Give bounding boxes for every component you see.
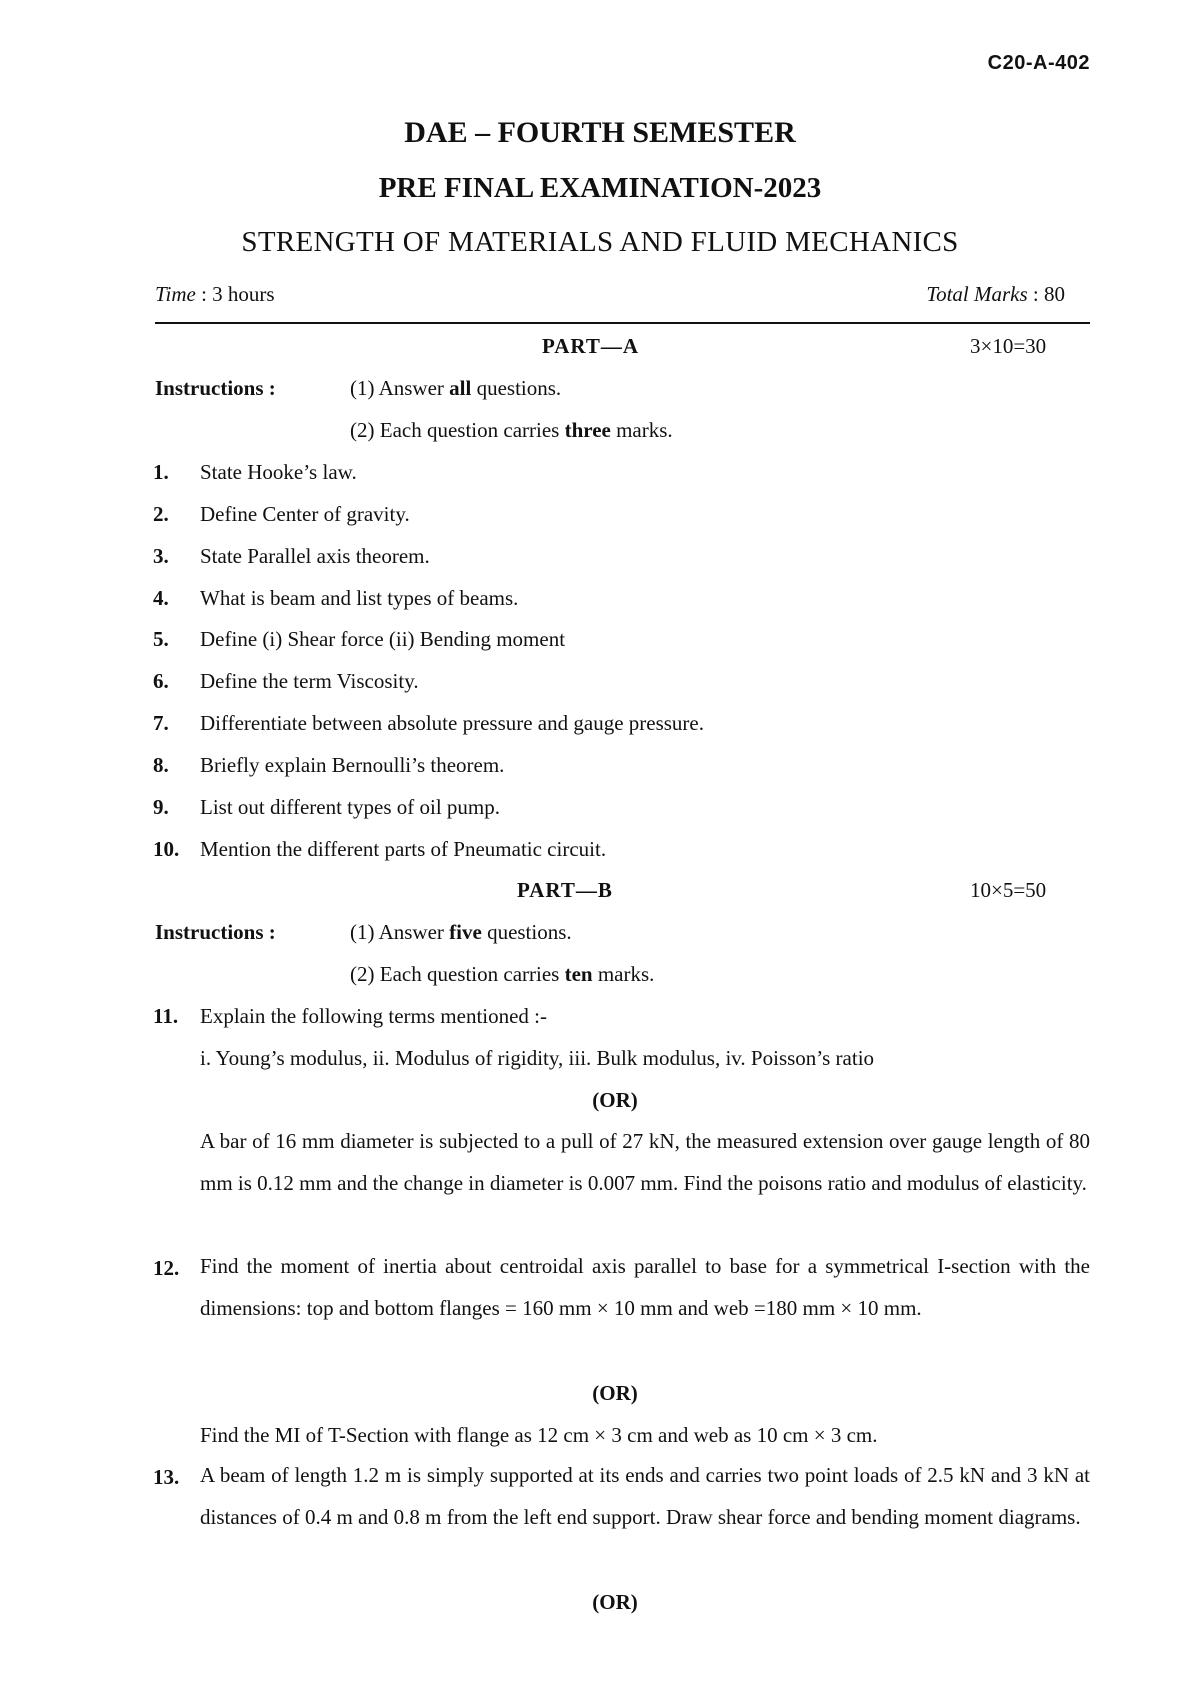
question-number: 7.: [153, 711, 169, 735]
question-text: Define the term Viscosity.: [200, 669, 419, 693]
part-b-instruction-2: [350, 962, 654, 987]
question-number: 3.: [153, 544, 169, 568]
part-b-instruction-1: [350, 920, 572, 945]
instr-text: (2) Each question carries: [350, 962, 565, 986]
instr-emphasis: three: [564, 418, 611, 442]
part-a-instruction-1: [350, 376, 561, 401]
question-number: 12.: [153, 1256, 180, 1280]
marks-label: Total Marks: [926, 282, 1028, 306]
question-text: State Parallel axis theorem.: [200, 544, 430, 568]
question-text: List out different types of oil pump.: [200, 795, 500, 819]
question-number: 4.: [153, 586, 169, 610]
instr-text: questions.: [481, 920, 572, 944]
exam-subtitle: PRE FINAL EXAMINATION-2023: [378, 172, 822, 204]
part-b-marks: 10×5=50: [970, 878, 1047, 902]
time-value: : 3 hours: [195, 282, 275, 306]
question-text: Find the MI of T-Section with flange as 12 cm × 3 cm and web as 10 cm × 3 cm.: [200, 1423, 878, 1447]
instr-text: (1) Answer: [350, 376, 450, 400]
part-a-title: PART—A: [542, 334, 640, 358]
question-text: Find the moment of inertia about centroidal axis parallel to base for a symmetrical I-section with the dimensions: top and bottom flanges = 160 mm × 10 mm and web =180 mm × 10 mm.: [200, 1254, 1090, 1320]
time-label: Time: [155, 282, 196, 306]
marks-value: : 80: [1027, 282, 1065, 306]
instr-text: (2) Each question carries: [350, 418, 565, 442]
exam-meta: [155, 282, 1065, 307]
or-separator: (OR): [592, 1088, 638, 1112]
question-text: Differentiate between absolute pressure and gauge pressure.: [200, 711, 704, 735]
question-text: State Hooke’s law.: [200, 460, 357, 484]
part-b-title: PART—B: [517, 878, 613, 902]
question-text: i. Young’s modulus, ii. Modulus of rigidity, iii. Bulk modulus, iv. Poisson’s ratio: [200, 1046, 875, 1070]
part-a-instructions-label: Instructions :: [155, 376, 276, 400]
question-number: 6.: [153, 669, 169, 693]
instr-text: (1) Answer: [350, 920, 450, 944]
header-divider: [155, 322, 1090, 324]
question-text: Mention the different parts of Pneumatic circuit.: [200, 837, 607, 861]
exam-title: DAE – FOURTH SEMESTER: [404, 116, 796, 149]
question-number: 5.: [153, 627, 169, 651]
instr-text: questions.: [471, 376, 562, 400]
or-separator: (OR): [592, 1590, 638, 1614]
question-text: Define (i) Shear force (ii) Bending moment: [200, 627, 566, 651]
question-number: 11.: [153, 1004, 179, 1028]
question-text: What is beam and list types of beams.: [200, 586, 519, 610]
question-text: A bar of 16 mm diameter is subjected to a pull of 27 kN, the measured extension over gauge length of 80 mm is 0.12 mm and the change in diameter is 0.007 mm. Find the poisons ratio and modulus of elasticity.: [200, 1129, 1090, 1195]
total-marks-info: [926, 282, 1065, 307]
question-text: Define Center of gravity.: [200, 502, 410, 526]
part-a-marks: 3×10=30: [970, 334, 1047, 358]
subject-title: STRENGTH OF MATERIALS AND FLUID MECHANICS: [241, 226, 959, 258]
question-number: 10.: [153, 837, 180, 861]
instr-emphasis: all: [449, 376, 472, 400]
question-number: 2.: [153, 502, 169, 526]
instr-emphasis: ten: [564, 962, 593, 986]
instr-text: marks.: [610, 418, 673, 442]
part-b-instructions-label: Instructions :: [155, 920, 276, 944]
time-info: [155, 282, 275, 307]
paper-code: C20-A-402: [987, 52, 1090, 74]
question-number: 13.: [153, 1465, 180, 1489]
part-a-instruction-2: [350, 418, 673, 443]
question-text: Explain the following terms mentioned :-: [200, 1004, 548, 1028]
or-separator: (OR): [592, 1381, 638, 1405]
instr-text: marks.: [592, 962, 655, 986]
question-text: A beam of length 1.2 m is simply supported at its ends and carries two point loads of 2.5 kN and 3 kN at distances of 0.4 m and 0.8 m from the left end support. Draw shear force and bending moment diagrams.: [200, 1463, 1090, 1529]
instr-emphasis: five: [449, 920, 482, 944]
question-number: 9.: [153, 795, 169, 819]
question-number: 8.: [153, 753, 169, 777]
question-text: Briefly explain Bernoulli’s theorem.: [200, 753, 505, 777]
question-number: 1.: [153, 460, 169, 484]
